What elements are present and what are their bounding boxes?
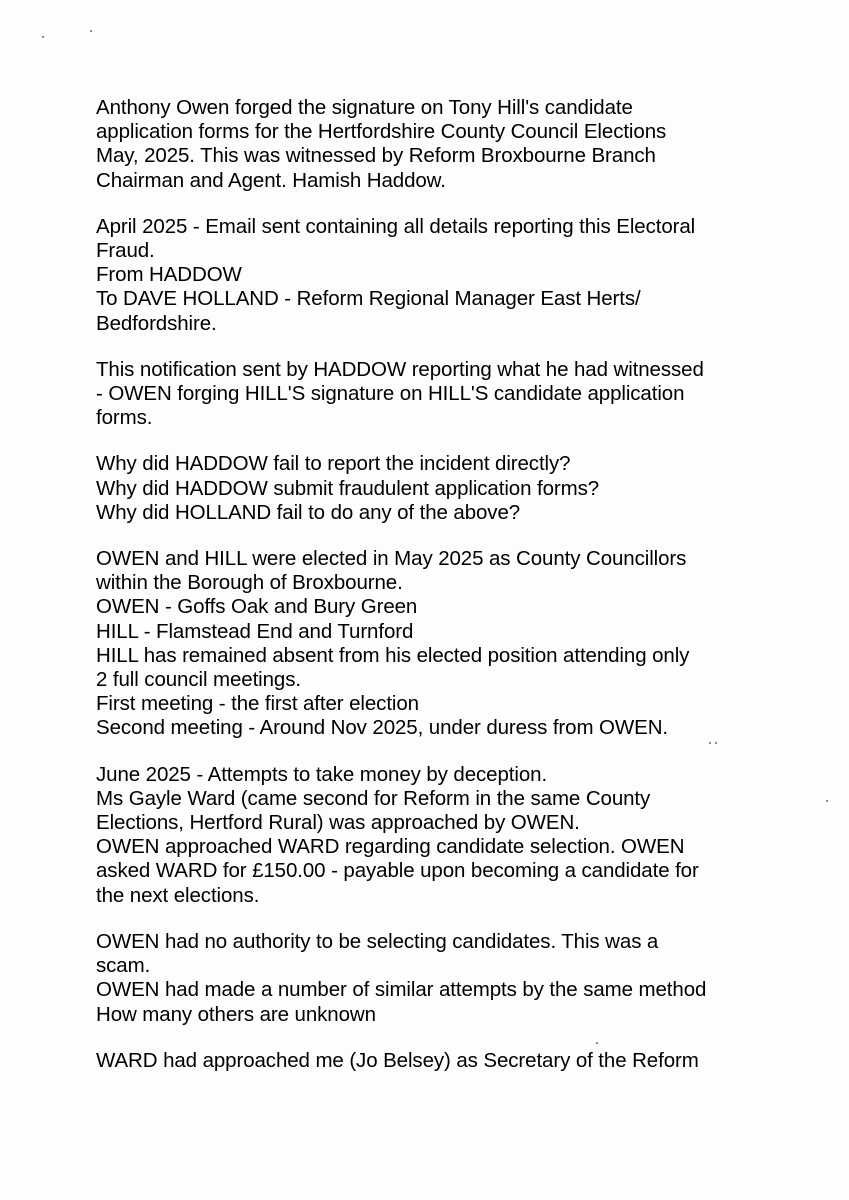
text-line: OWEN and HILL were elected in May 2025 as County Councillors (96, 547, 687, 571)
text-line: OWEN had made a number of similar attempts by the same method (96, 978, 707, 1002)
text-line: To DAVE HOLLAND - Reform Regional Manager East Herts/ (96, 287, 641, 311)
text-line: the next elections. (96, 883, 260, 907)
text-line: Anthony Owen forged the signature on Tony Hill's candidate (96, 96, 633, 119)
paragraph-scam (96, 930, 796, 1027)
text-line: application forms for the Hertfordshire County Council Elections (96, 120, 667, 144)
paragraph-questions (96, 452, 796, 525)
text-line: HILL - Flamstead End and Turnford (96, 619, 414, 643)
text-line: OWEN approached WARD regarding candidate selection. OWEN (96, 835, 685, 859)
paragraph-ward-approach (96, 1049, 796, 1073)
text-line: scam. (96, 954, 151, 978)
text-line: OWEN - Goffs Oak and Bury Green (96, 595, 418, 619)
text-line: asked WARD for £150.00 - payable upon becoming a candidate for (96, 859, 699, 883)
paragraph-election-results (96, 547, 796, 741)
text-line: within the Borough of Broxbourne. (96, 571, 403, 595)
text-line: Fraud. (96, 239, 155, 263)
letter-body (96, 96, 796, 1095)
text-line: HILL has remained absent from his elected position attending only (96, 643, 690, 667)
text-line: May, 2025. This was witnessed by Reform Broxbourne Branch (96, 144, 656, 168)
paragraph-email-report (96, 215, 796, 336)
text-line: April 2025 - Email sent containing all details reporting this Electoral (96, 214, 696, 238)
text-line: From HADDOW (96, 263, 242, 287)
paragraph-deception-attempt (96, 763, 796, 908)
text-line: Second meeting - Around Nov 2025, under duress from OWEN. (96, 716, 669, 740)
text-line: Bedfordshire. (96, 311, 217, 335)
paragraph-notification (96, 358, 796, 431)
paragraph-forgery-allegation (96, 96, 796, 193)
text-line: WARD had approached me (Jo Belsey) as Secretary of the Reform (96, 1048, 699, 1072)
text-line: How many others are unknown (96, 1002, 376, 1026)
text-line: 2 full council meetings. (96, 668, 301, 692)
scan-speck (42, 36, 44, 38)
text-line: First meeting - the first after election (96, 692, 419, 716)
text-line: Why did HADDOW submit fraudulent application forms? (96, 476, 600, 500)
text-line: Elections, Hertford Rural) was approached by OWEN. (96, 811, 580, 835)
text-line: Ms Gayle Ward (came second for Reform in the same County (96, 786, 651, 810)
text-line: - OWEN forging HILL'S signature on HILL'S candidate application (96, 382, 685, 406)
text-line: Chairman and Agent. Hamish Haddow. (96, 168, 446, 192)
scan-speck (90, 30, 92, 32)
text-line: This notification sent by HADDOW reporting what he had witnessed (96, 357, 704, 381)
scan-speck (826, 800, 828, 802)
text-line: forms. (96, 406, 153, 430)
text-line: Why did HADDOW fail to report the incident directly? (96, 452, 571, 476)
text-line: June 2025 - Attempts to take money by deception. (96, 762, 548, 786)
text-line: Why did HOLLAND fail to do any of the above? (96, 500, 521, 524)
text-line: OWEN had no authority to be selecting candidates. This was a (96, 929, 659, 953)
